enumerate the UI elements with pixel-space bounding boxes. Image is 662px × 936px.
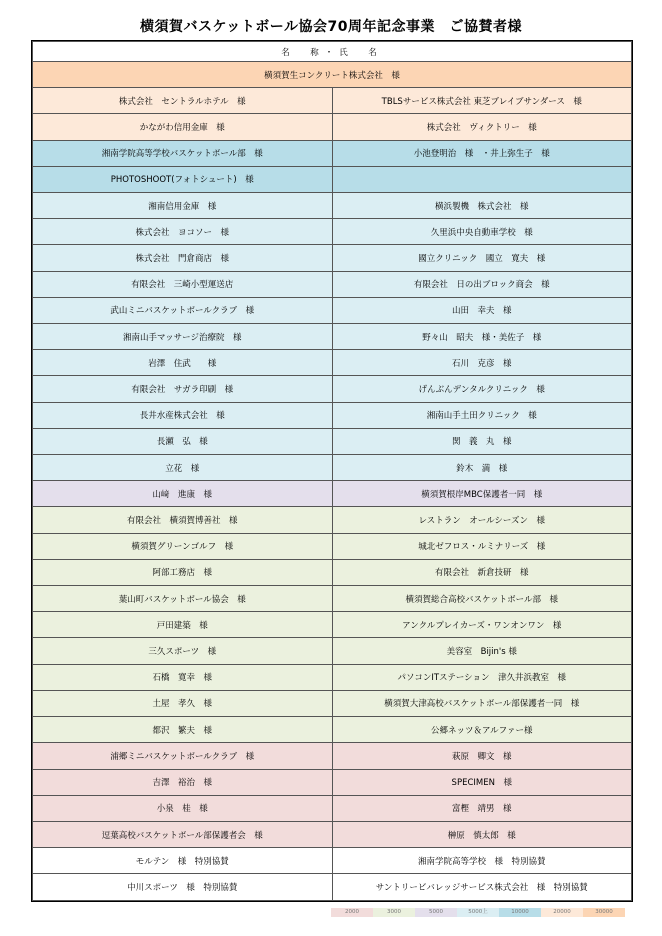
table-header-row bbox=[33, 42, 632, 62]
sponsor-cell-left: かながわ信用金庫 様 bbox=[33, 114, 333, 140]
table-row bbox=[33, 533, 632, 559]
table-row bbox=[33, 455, 632, 481]
sponsor-table bbox=[31, 40, 633, 902]
table-row bbox=[33, 717, 632, 743]
sponsor-cell-right: 小池登明治 様 ・井上弥生子 様 bbox=[332, 140, 632, 166]
sponsor-cell-right: 湘南学院高等学校 様 特別協賛 bbox=[332, 848, 632, 874]
sponsor-cell-right: 株式会社 ヴィクトリー 様 bbox=[332, 114, 632, 140]
table-row bbox=[33, 297, 632, 323]
sponsor-cell-right: パソコンITステーション 津久井浜教室 様 bbox=[332, 664, 632, 690]
sponsor-cell-right bbox=[332, 166, 632, 192]
table-row bbox=[33, 821, 632, 847]
table-row bbox=[33, 507, 632, 533]
sponsor-cell-left: 山﨑 進康 様 bbox=[33, 481, 333, 507]
legend-item: 20000 bbox=[541, 908, 583, 917]
table-row bbox=[33, 874, 632, 901]
table-row bbox=[33, 88, 632, 114]
sponsor-cell-left: 岩澤 住武 様 bbox=[33, 350, 333, 376]
sponsor-cell-left: 株式会社 セントラルホテル 様 bbox=[33, 88, 333, 114]
sponsor-cell-left: 葉山町バスケットボール協会 様 bbox=[33, 586, 333, 612]
sponsor-cell-right: TBLSサービス株式会社 東芝ブレイブサンダース 様 bbox=[332, 88, 632, 114]
table-row bbox=[33, 402, 632, 428]
sponsor-cell-left: モルテン 様 特別協賛 bbox=[33, 848, 333, 874]
sponsor-cell-right: 公郷ネッツ＆アルファー様 bbox=[332, 717, 632, 743]
table-row bbox=[33, 114, 632, 140]
sponsor-cell-right: 國立クリニック 國立 寛夫 様 bbox=[332, 245, 632, 271]
sponsor-cell-left: 小泉 桂 様 bbox=[33, 795, 333, 821]
table-row bbox=[33, 638, 632, 664]
sponsor-cell-left: 有限会社 三崎小型運送店 bbox=[33, 271, 333, 297]
table-row bbox=[33, 664, 632, 690]
sponsor-cell-right: 鈴木 満 様 bbox=[332, 455, 632, 481]
sponsor-cell-right: 久里浜中央自動車学校 様 bbox=[332, 219, 632, 245]
sponsor-cell-left: 横須賀グリーンゴルフ 様 bbox=[33, 533, 333, 559]
sponsor-cell-left: 戸田建築 様 bbox=[33, 612, 333, 638]
sponsor-cell-right: 城北ゼフロス・ルミナリーズ 様 bbox=[332, 533, 632, 559]
sponsor-cell-left: 湘南学院高等学校バスケットボール部 様 bbox=[33, 140, 333, 166]
sponsor-cell-left: 立花 様 bbox=[33, 455, 333, 481]
table-row bbox=[33, 140, 632, 166]
sponsor-cell-right: げんぶんデンタルクリニック 様 bbox=[332, 376, 632, 402]
sponsor-cell-left: 長井水産株式会社 様 bbox=[33, 402, 333, 428]
legend-item: 5000 bbox=[415, 908, 457, 917]
sponsor-cell-right: 萩原 卿文 様 bbox=[332, 743, 632, 769]
table-row bbox=[33, 324, 632, 350]
sponsor-cell: 横須賀生コンクリート株式会社 様 bbox=[33, 62, 632, 88]
table-header: 名 称・氏 名 bbox=[33, 42, 632, 62]
sponsor-cell-left: 吉澤 裕治 様 bbox=[33, 769, 333, 795]
table-row bbox=[33, 690, 632, 716]
table-row bbox=[33, 166, 632, 192]
sponsor-cell-right: 有限会社 新倉技研 様 bbox=[332, 559, 632, 585]
table-row bbox=[33, 428, 632, 454]
sponsor-cell-right: 横須賀総合高校バスケットボール部 様 bbox=[332, 586, 632, 612]
sponsor-cell-left: 長瀬 弘 様 bbox=[33, 428, 333, 454]
sponsor-cell-right: 有限会社 日の出ブロック商会 様 bbox=[332, 271, 632, 297]
sponsor-cell-right: 横須賀根岸MBC保護者一同 様 bbox=[332, 481, 632, 507]
sponsor-cell-right: 美容室 Bijin's 様 bbox=[332, 638, 632, 664]
sponsor-cell-left: 浦郷ミニバスケットボールクラブ 様 bbox=[33, 743, 333, 769]
sponsor-cell-left: 湘南信用金庫 様 bbox=[33, 193, 333, 219]
table-row bbox=[33, 612, 632, 638]
table-row bbox=[33, 481, 632, 507]
sponsor-cell-right: 野々山 昭夫 様・美佐子 様 bbox=[332, 324, 632, 350]
sponsor-cell-right: 山田 幸夫 様 bbox=[332, 297, 632, 323]
sponsor-cell-right: サントリービバレッジサービス株式会社 様 特別協賛 bbox=[332, 874, 632, 901]
sponsor-cell-right: 石川 克彦 様 bbox=[332, 350, 632, 376]
table-row bbox=[33, 376, 632, 402]
sponsor-cell-left: 株式会社 門倉商店 様 bbox=[33, 245, 333, 271]
sponsor-cell-right: SPECIMEN 様 bbox=[332, 769, 632, 795]
legend-item: 5000上 bbox=[457, 908, 499, 917]
sponsor-cell-left: 石橋 寛幸 様 bbox=[33, 664, 333, 690]
sponsor-cell-left: PHOTOSHOOT(フォトシュート) 様 bbox=[33, 166, 333, 192]
table-row bbox=[33, 350, 632, 376]
sponsor-cell-right: 横浜製機 株式会社 様 bbox=[332, 193, 632, 219]
table-row bbox=[33, 245, 632, 271]
sponsor-cell-right: 榊原 慎太郎 様 bbox=[332, 821, 632, 847]
table-row bbox=[33, 586, 632, 612]
sponsor-cell-left: 逗葉高校バスケットボール部保護者会 様 bbox=[33, 821, 333, 847]
table-row bbox=[33, 795, 632, 821]
sponsor-cell-right: 関 義 丸 様 bbox=[332, 428, 632, 454]
legend-item: 3000 bbox=[373, 908, 415, 917]
sponsor-cell-left: 武山ミニバスケットボールクラブ 様 bbox=[33, 297, 333, 323]
sponsor-cell-left: 株式会社 ヨコソー 様 bbox=[33, 219, 333, 245]
sponsor-cell-left: 三久スポーツ 様 bbox=[33, 638, 333, 664]
sponsor-cell-left: 有限会社 横須賀博善社 様 bbox=[33, 507, 333, 533]
sponsor-cell-left: 都沢 繁夫 様 bbox=[33, 717, 333, 743]
sponsor-cell-left: 阿部工務店 様 bbox=[33, 559, 333, 585]
table-row bbox=[33, 848, 632, 874]
sponsor-cell-right: アンクルプレイカーズ・ワンオンワン 様 bbox=[332, 612, 632, 638]
table-row bbox=[33, 62, 632, 88]
table-row bbox=[33, 769, 632, 795]
legend-item: 2000 bbox=[331, 908, 373, 917]
sponsor-cell-right: 横須賀大津高校バスケットボール部保護者一同 様 bbox=[332, 690, 632, 716]
tier-legend bbox=[331, 908, 625, 917]
legend-item: 30000 bbox=[583, 908, 625, 917]
sponsor-cell-right: 湘南山手土田クリニック 様 bbox=[332, 402, 632, 428]
sponsor-table-body bbox=[33, 42, 632, 901]
sponsor-cell-right: レストラン オールシーズン 様 bbox=[332, 507, 632, 533]
table-row bbox=[33, 193, 632, 219]
table-row bbox=[33, 559, 632, 585]
table-row bbox=[33, 271, 632, 297]
sponsor-cell-left: 有限会社 サガラ印刷 様 bbox=[33, 376, 333, 402]
page-title: 横須賀バスケットボール協会70周年記念事業 ご協賛者様 bbox=[139, 19, 522, 35]
legend-item: 10000 bbox=[499, 908, 541, 917]
sponsor-cell-left: 中川スポーツ 様 特別協賛 bbox=[33, 874, 333, 901]
sponsor-cell-left: 土屋 孝久 様 bbox=[33, 690, 333, 716]
table-row bbox=[33, 219, 632, 245]
sponsor-cell-left: 湘南山手マッサージ治療院 様 bbox=[33, 324, 333, 350]
table-row bbox=[33, 743, 632, 769]
sponsor-cell-right: 富樫 靖男 様 bbox=[332, 795, 632, 821]
